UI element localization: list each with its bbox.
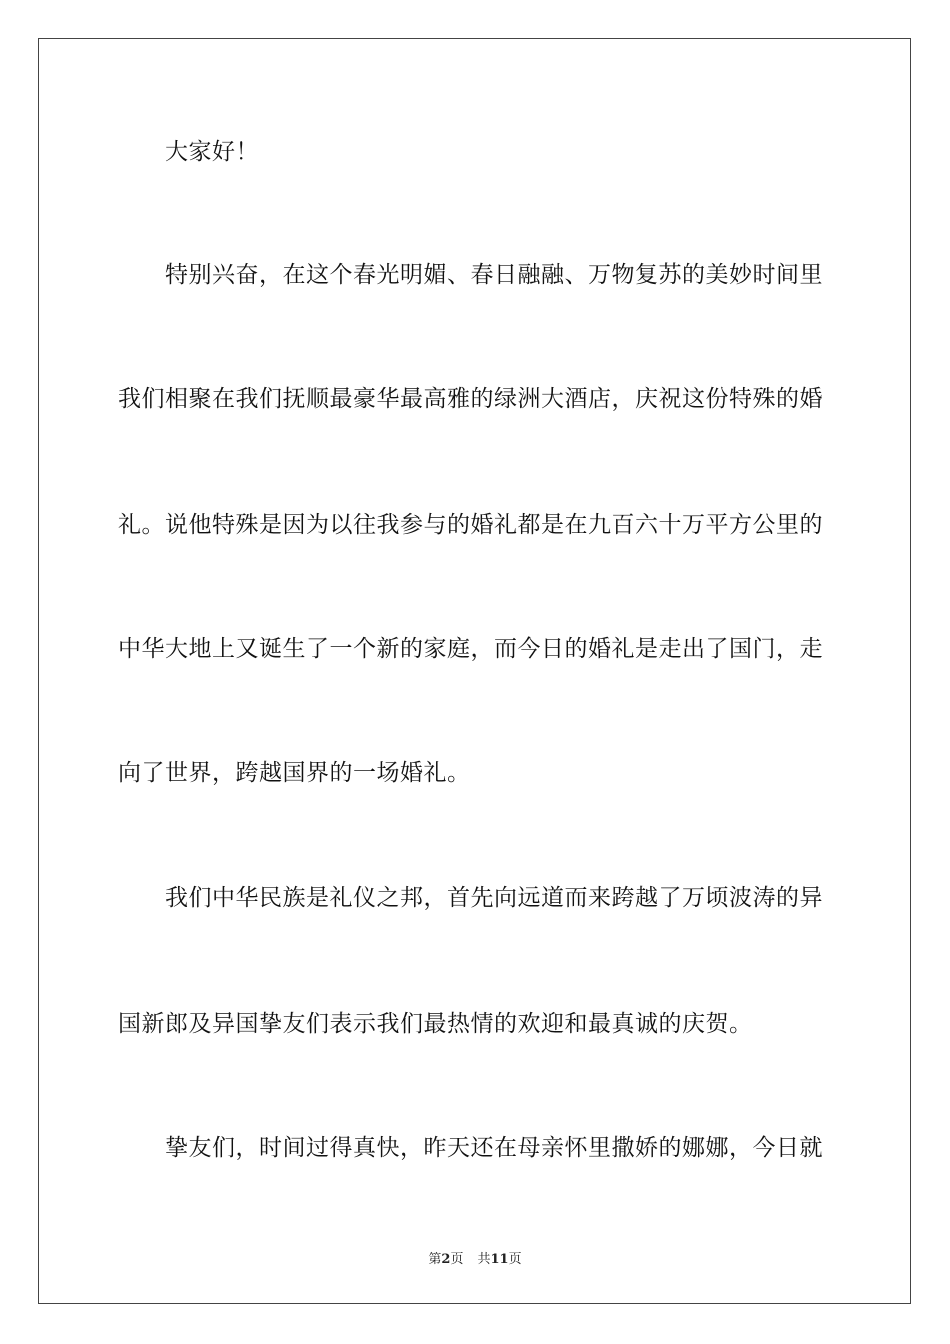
page-current: 2 bbox=[441, 1252, 451, 1267]
page-footer bbox=[0, 1248, 950, 1267]
total-prefix: 共 bbox=[477, 1252, 491, 1267]
page-unit: 页 bbox=[450, 1252, 464, 1267]
total-unit: 页 bbox=[508, 1252, 522, 1267]
text-line-2: 特别兴奋，在这个春光明媚、春日融融、万物复苏的美妙时间里 bbox=[165, 262, 823, 288]
text-line-6: 向了世界，跨越国界的一场婚礼。 bbox=[118, 760, 471, 786]
text-line-3: 我们相聚在我们抚顺最豪华最高雅的绿洲大酒店，庆祝这份特殊的婚 bbox=[118, 386, 823, 412]
text-line-1: 大家好！ bbox=[165, 139, 259, 165]
text-line-5: 中华大地上又诞生了一个新的家庭，而今日的婚礼是走出了国门，走 bbox=[118, 636, 823, 662]
text-line-4: 礼。说他特殊是因为以往我参与的婚礼都是在九百六十万平方公里的 bbox=[118, 512, 823, 538]
page-prefix: 第 bbox=[428, 1252, 442, 1267]
page-total: 11 bbox=[490, 1252, 509, 1267]
text-line-9: 挚友们，时间过得真快，昨天还在母亲怀里撒娇的娜娜，今日就 bbox=[165, 1135, 823, 1161]
text-line-8: 国新郎及异国挚友们表示我们最热情的欢迎和最真诚的庆贺。 bbox=[118, 1011, 753, 1037]
page-border bbox=[38, 38, 911, 1304]
text-line-7: 我们中华民族是礼仪之邦，首先向远道而来跨越了万顷波涛的异 bbox=[165, 885, 823, 911]
